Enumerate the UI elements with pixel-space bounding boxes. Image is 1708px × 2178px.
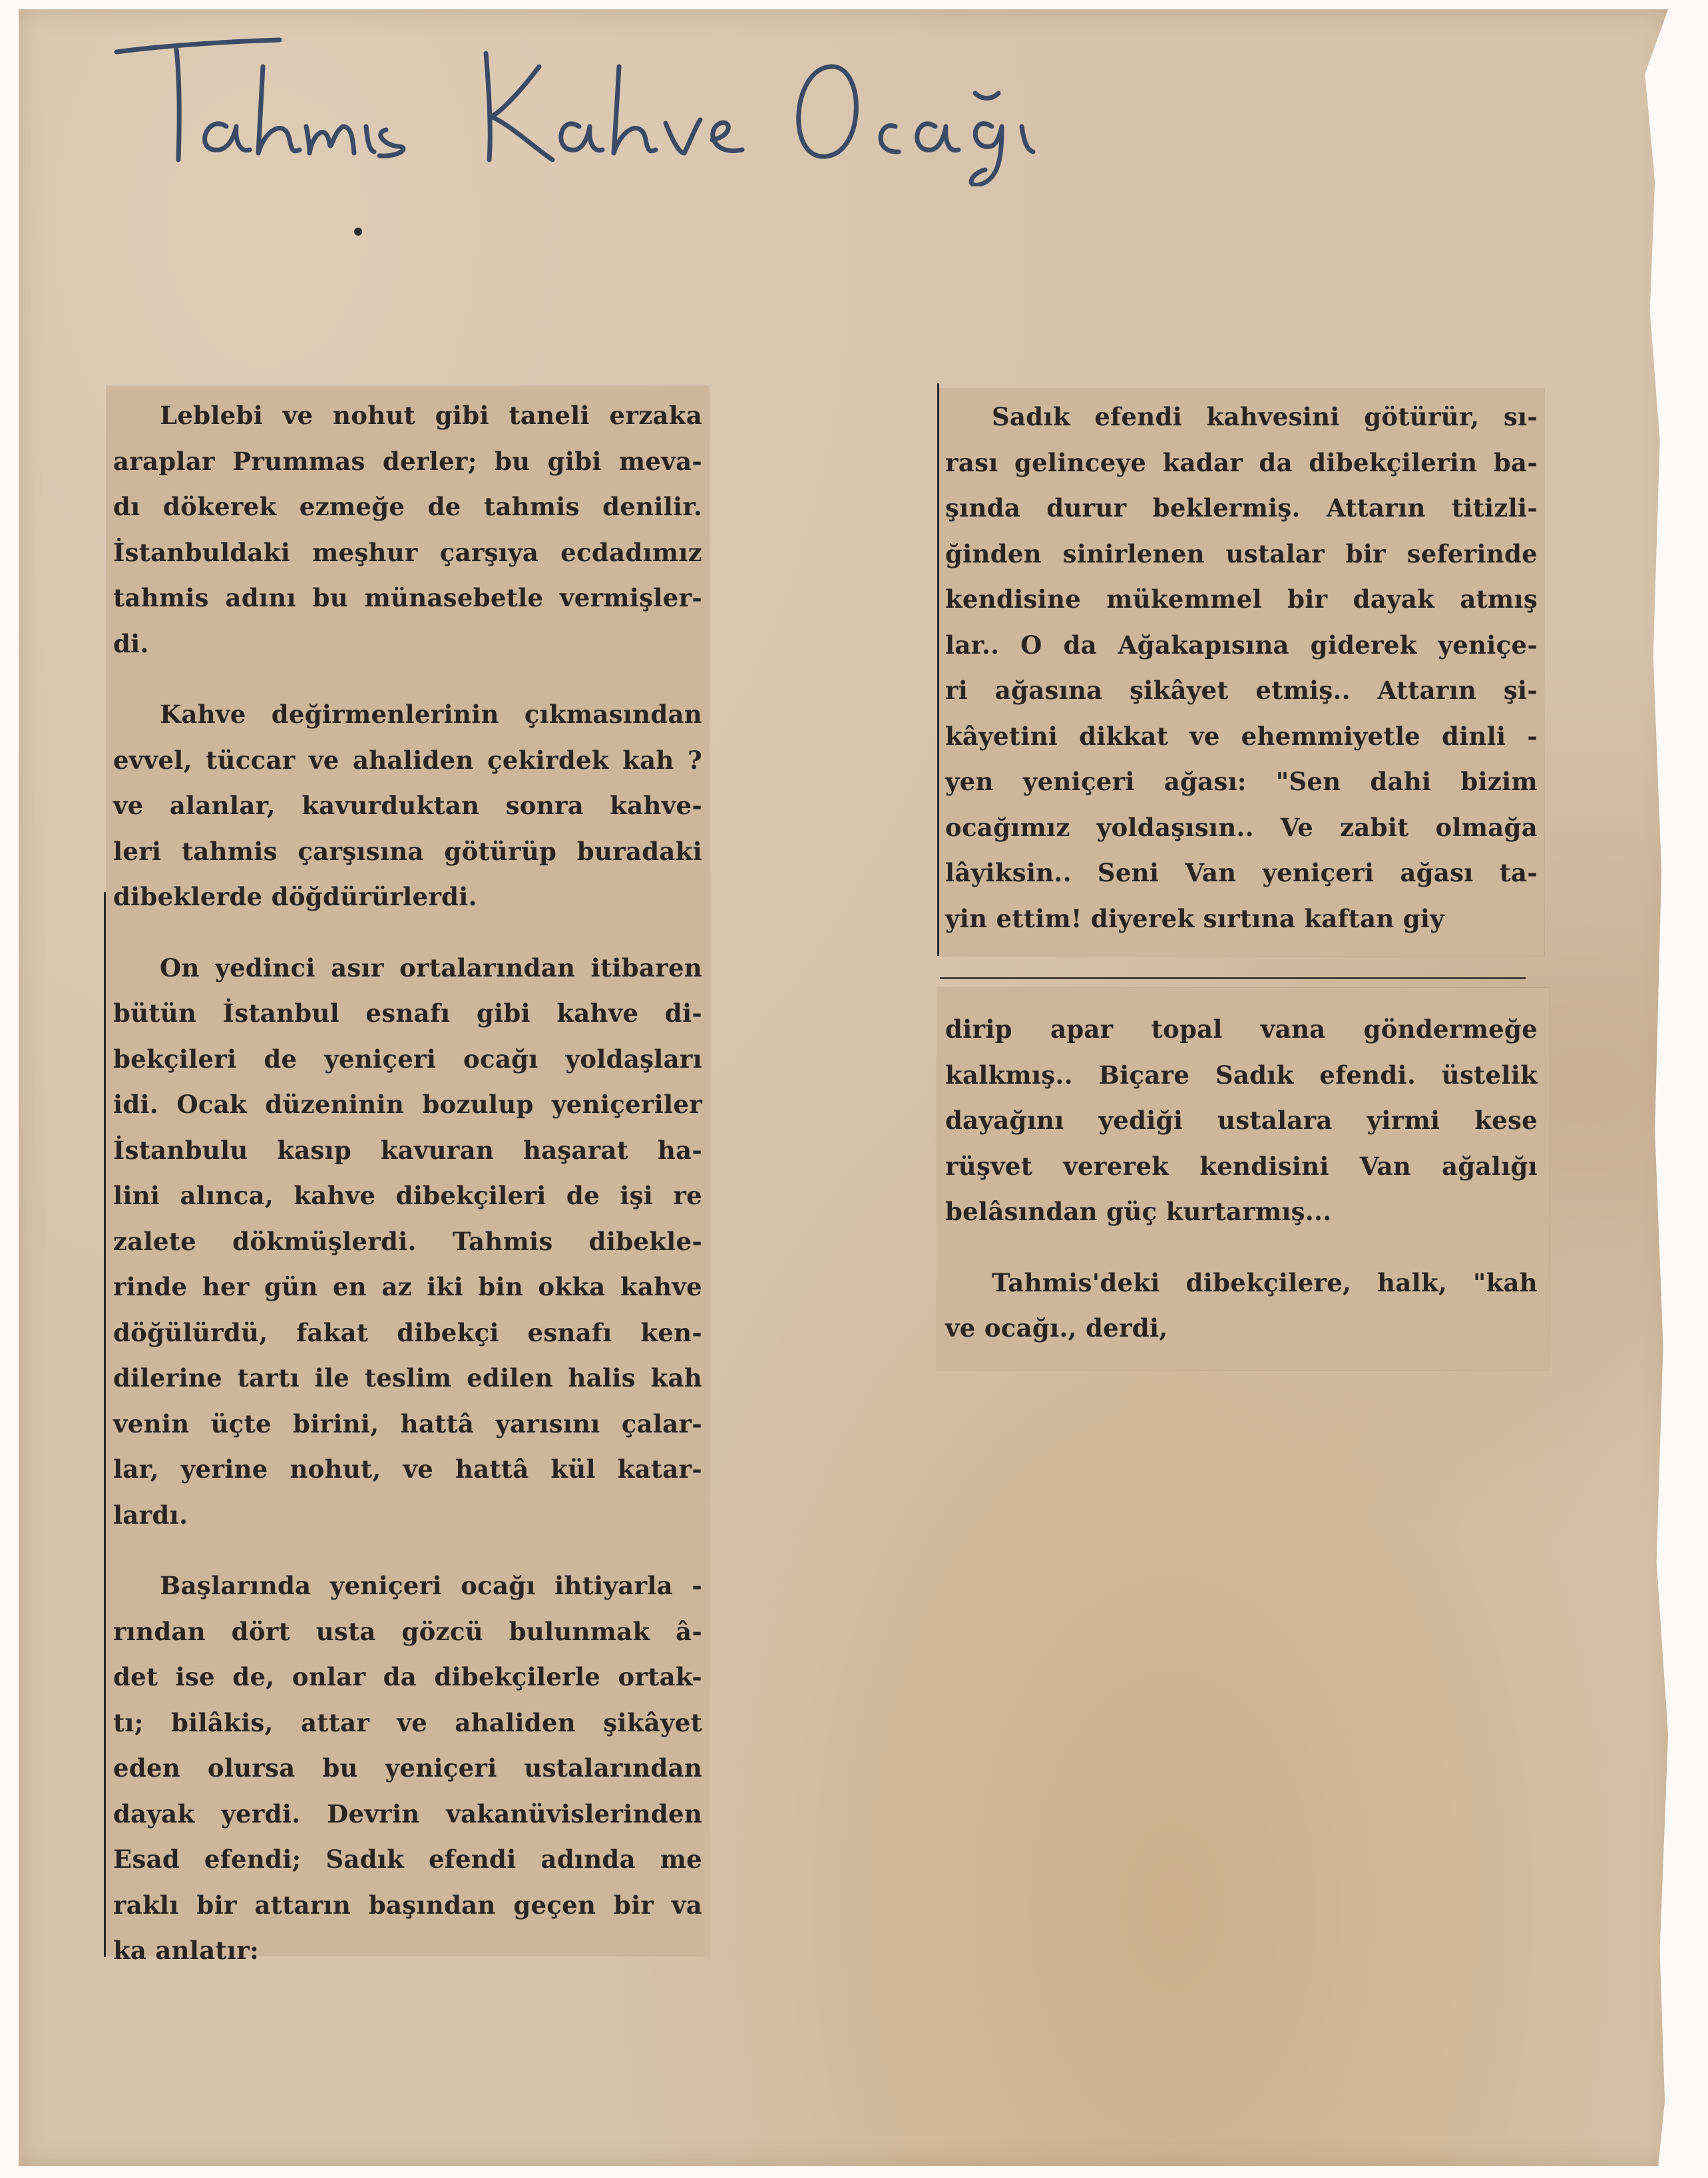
text-line: raklı bir attarın başından geçen bir va: [113, 1890, 702, 1920]
text-line: tahmis adını bu münasebetle vermişler-: [113, 583, 702, 612]
text-line: dayak yerdi. Devrin vakanüvislerinden: [113, 1799, 702, 1829]
text-line: ve alanlar, kavurduktan sonra kahve-: [113, 791, 702, 820]
right-column-bottom-body: [945, 1006, 1538, 1351]
text-line: Kahve değirmenlerinin çıkmasından: [160, 700, 702, 729]
text-line: belâsından güç kurtarmış...: [945, 1197, 1332, 1226]
paragraph-gap: [113, 920, 702, 945]
text-line: İstanbuldaki meşhur çarşıya ecdadımız: [113, 537, 702, 567]
paragraph-gap: [113, 666, 702, 692]
paragraph-gap: [113, 1538, 702, 1563]
text-line: dilerine tartı ile teslim edilen halis kah: [113, 1363, 702, 1393]
paragraph: [113, 1563, 702, 1974]
text-line: ğinden sinirlenen ustalar bir seferinde: [945, 539, 1538, 568]
handwritten-title: [113, 27, 1112, 186]
text-line: idi. Ocak düzeninin bozulup yeniçeriler: [113, 1090, 702, 1119]
paragraph: [945, 1260, 1538, 1351]
text-line: rinde her gün en az iki bin okka kahve: [113, 1272, 702, 1301]
text-line: lini alınca, kahve dibekçileri de işi re: [113, 1181, 702, 1210]
text-line: rüşvet vererek kendisini Van ağalığı: [945, 1151, 1538, 1181]
text-line: dibeklerde döğdürürlerdi.: [113, 882, 477, 911]
text-line: Esad efendi; Sadık efendi adında me: [113, 1845, 702, 1874]
handwritten-title-drawing: [113, 27, 1112, 186]
text-line: dayağını yediği ustalara yirmi kese: [945, 1106, 1538, 1135]
paragraph: [113, 945, 702, 1538]
text-line: ka anlatır:: [113, 1936, 259, 1965]
text-line: yin ettim! diyerek sırtına kaftan giy: [945, 903, 1445, 933]
left-column-edge-line: [104, 892, 106, 1957]
text-line: kâyetini dikkat ve ehemmiyetle dinli -: [945, 721, 1538, 751]
paragraph: [113, 393, 702, 666]
text-line: On yedinci asır ortalarından itibaren: [160, 953, 702, 982]
text-line: lar, yerine nohut, ve hattâ kül katar-: [113, 1454, 702, 1484]
text-line: Sadık efendi kahvesini götürür, sı-: [992, 402, 1538, 431]
text-line: rası gelinceye kadar da dibekçilerin ba-: [945, 447, 1538, 477]
paragraph: [945, 394, 1538, 941]
text-line: Leblebi ve nohut gibi taneli erzaka: [160, 401, 702, 430]
text-line: kendisine mükemmel bir dayak atmış: [945, 584, 1538, 614]
right-column-top-body: [945, 394, 1538, 941]
text-line: Tahmis'deki dibekçilere, halk, "kah: [992, 1267, 1538, 1297]
right-column-edge-line: [937, 383, 939, 956]
text-line: dı dökerek ezmeğe de tahmis denilir.: [113, 492, 702, 521]
text-line: dirip apar topal vana göndermeğe: [945, 1014, 1538, 1044]
left-column-body: [113, 393, 702, 1974]
text-line: bekçileri de yeniçeri ocağı yoldaşları: [113, 1044, 702, 1074]
text-line: evvel, tüccar ve ahaliden çekirdek kah ?: [113, 745, 702, 775]
text-line: araplar Prummas derler; bu gibi meva-: [113, 446, 702, 476]
text-line: lardı.: [113, 1500, 188, 1530]
text-line: lar.. O da Ağakapısına giderek yeniçe-: [945, 630, 1538, 660]
text-line: rından dört usta gözcü bulunmak â-: [113, 1616, 702, 1646]
text-line: ocağımız yoldaşısın.. Ve zabit olmağa: [945, 812, 1538, 842]
text-line: Başlarında yeniçeri ocağı ihtiyarla -: [160, 1571, 702, 1600]
text-line: ve ocağı., derdi,: [945, 1313, 1168, 1343]
text-line: şında durur beklermiş. Attarın titizli-: [945, 493, 1538, 523]
text-line: det ise de, onlar da dibekçilerle ortak-: [113, 1662, 702, 1691]
text-line: kalkmış.. Biçare Sadık efendi. üstelik: [945, 1060, 1538, 1090]
text-line: zalete dökmüşlerdi. Tahmis dibekle-: [113, 1226, 702, 1256]
text-line: bütün İstanbul esnafı gibi kahve di-: [113, 998, 702, 1028]
text-line: İstanbulu kasıp kavuran haşarat ha-: [113, 1135, 702, 1165]
text-line: yen yeniçeri ağası: "Sen dahi bizim: [945, 767, 1538, 796]
paragraph: [113, 692, 702, 920]
paragraph-gap: [945, 1235, 1538, 1260]
text-line: venin üçte birini, hattâ yarısını çalar-: [113, 1409, 702, 1438]
text-line: eden olursa bu yeniçeri ustalarından: [113, 1753, 702, 1783]
text-line: döğülürdü, fakat dibekçi esnafı ken-: [113, 1317, 702, 1347]
text-line: lâyiksin.. Seni Van yeniçeri ağası ta-: [945, 858, 1538, 887]
ink-dot: [354, 228, 362, 236]
text-line: ri ağasına şikâyet etmiş.. Attarın şi-: [945, 676, 1538, 705]
text-line: tı; bilâkis, attar ve ahaliden şikâyet: [113, 1707, 702, 1737]
paragraph: [945, 1006, 1538, 1235]
clipping-separator-line: [940, 977, 1526, 979]
text-line: di.: [113, 628, 149, 658]
text-line: leri tahmis çarşısına götürüp buradaki: [113, 836, 702, 866]
